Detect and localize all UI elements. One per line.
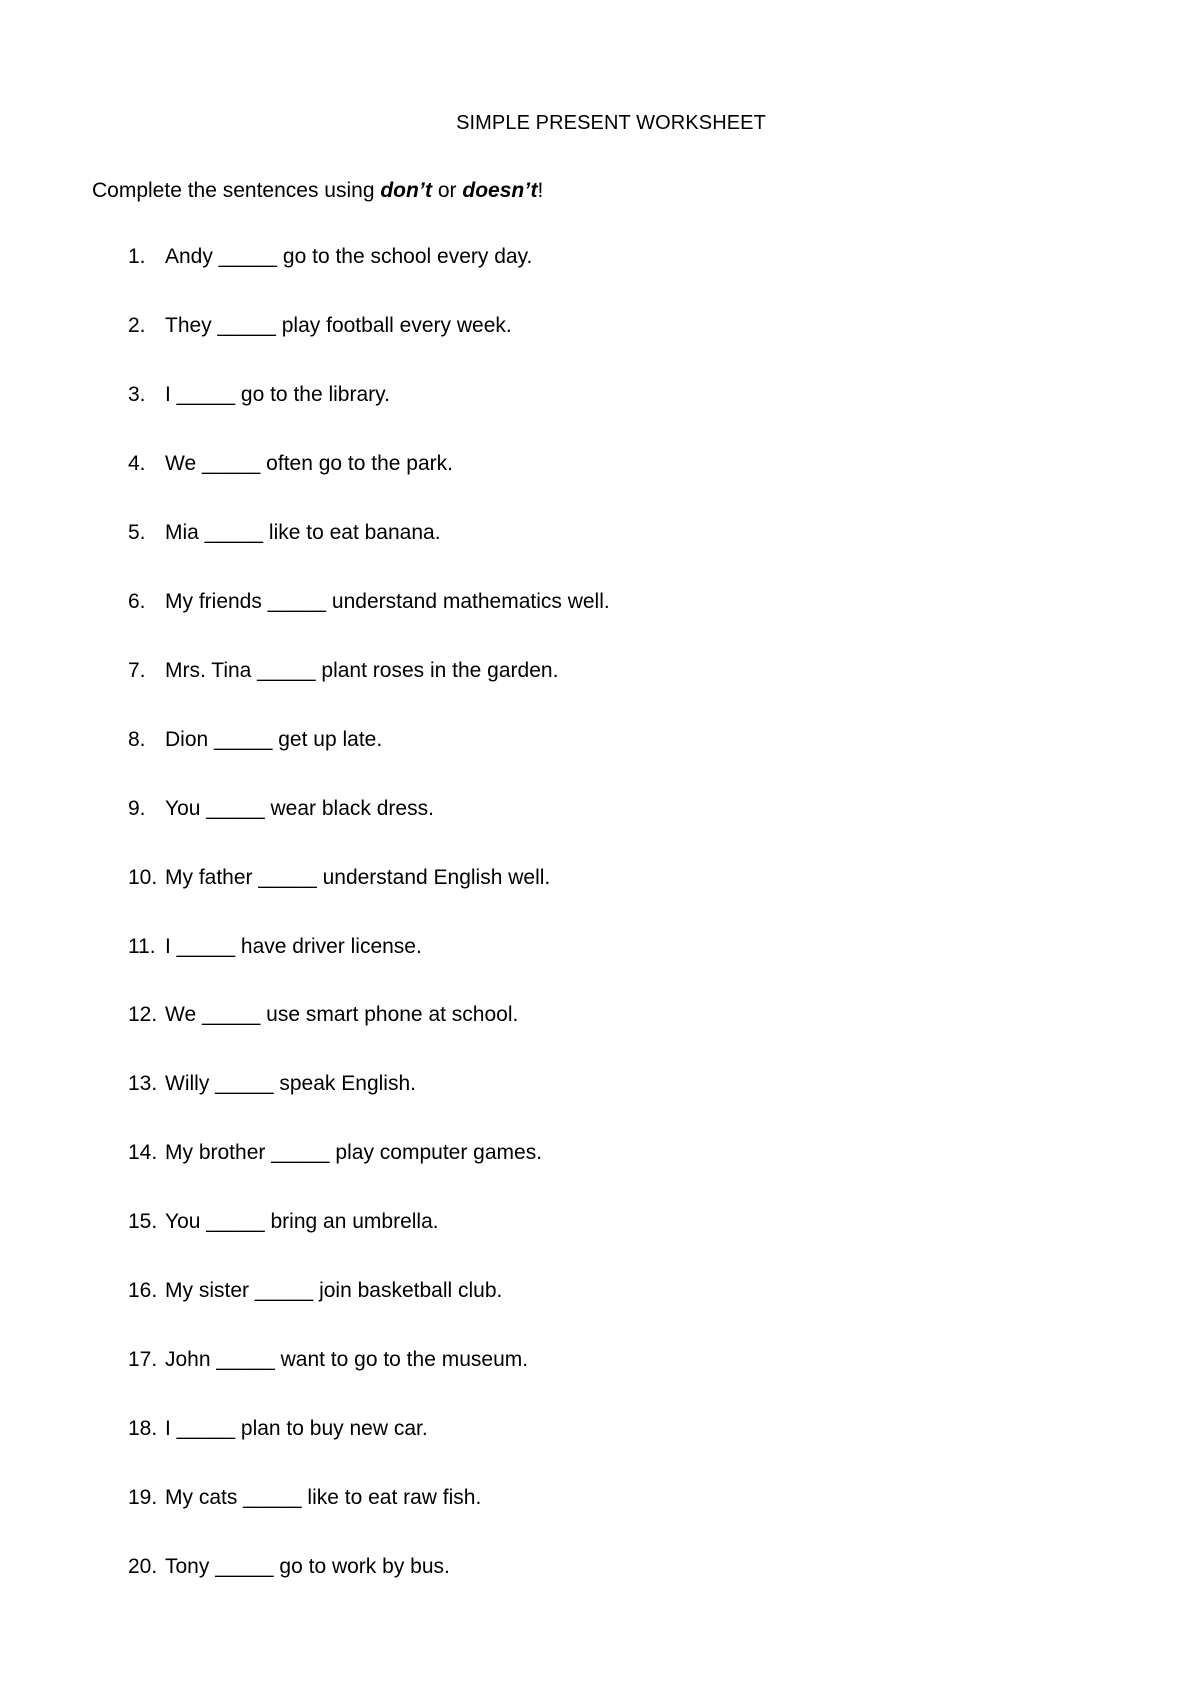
exercise-item <box>128 243 532 271</box>
exercise-number: 18. <box>128 1417 158 1440</box>
exercise-number: 19. <box>128 1486 158 1509</box>
exercise-number: 20. <box>128 1555 158 1578</box>
exercise-sentence: I _____ go to the library. <box>165 383 390 406</box>
exercise-number: 8. <box>128 728 146 751</box>
exercise-number: 11. <box>128 935 156 958</box>
exercise-sentence: You _____ wear black dress. <box>165 797 434 820</box>
exercise-sentence: My sister _____ join basketball club. <box>165 1279 503 1302</box>
exercise-sentence: Andy _____ go to the school every day. <box>165 245 533 268</box>
exercise-sentence: You _____ bring an umbrella. <box>165 1210 439 1233</box>
exercise-number: 17. <box>128 1348 158 1371</box>
instruction-suffix: ! <box>537 179 544 202</box>
exercise-number: 6. <box>128 590 146 613</box>
exercise-item <box>128 312 512 340</box>
exercise-number: 2. <box>128 314 146 337</box>
instruction-middle: or <box>432 179 463 202</box>
exercise-number: 1. <box>128 245 146 268</box>
exercise-item <box>128 933 422 961</box>
exercise-sentence: My father _____ understand English well. <box>165 866 551 889</box>
exercise-sentence: My friends _____ understand mathematics well. <box>165 590 610 613</box>
exercise-number: 4. <box>128 452 146 475</box>
exercise-item <box>128 1139 542 1167</box>
exercise-item <box>128 1208 439 1236</box>
exercise-sentence: Mia _____ like to eat banana. <box>165 521 441 544</box>
exercise-number: 14. <box>128 1141 158 1164</box>
exercise-number: 9. <box>128 797 146 820</box>
exercise-item <box>128 519 441 547</box>
exercise-sentence: My cats _____ like to eat raw fish. <box>165 1486 482 1509</box>
exercise-number: 3. <box>128 383 146 406</box>
exercise-item <box>128 864 550 892</box>
exercise-item <box>128 1553 450 1581</box>
exercise-item <box>128 588 610 616</box>
exercise-sentence: Mrs. Tina _____ plant roses in the garden. <box>165 659 559 682</box>
exercise-item <box>128 1001 518 1029</box>
exercise-sentence: Willy _____ speak English. <box>165 1072 416 1095</box>
exercise-sentence: John _____ want to go to the museum. <box>165 1348 529 1371</box>
exercise-sentence: They _____ play football every week. <box>165 314 512 337</box>
exercise-number: 5. <box>128 521 146 544</box>
exercise-sentence: We _____ use smart phone at school. <box>165 1003 519 1026</box>
exercise-item <box>128 657 558 685</box>
instruction-keyword-dont: don’t <box>380 179 433 202</box>
exercise-item <box>128 1070 416 1098</box>
exercise-number: 10. <box>128 866 158 889</box>
exercise-number: 12. <box>128 1003 158 1026</box>
exercise-sentence: I _____ plan to buy new car. <box>165 1417 428 1440</box>
exercise-number: 16. <box>128 1279 158 1302</box>
exercise-number: 15. <box>128 1210 158 1233</box>
instruction-prefix: Complete the sentences using <box>92 179 381 202</box>
exercise-sentence: Tony _____ go to work by bus. <box>165 1555 450 1578</box>
exercise-number: 13. <box>128 1072 158 1095</box>
exercise-sentence: Dion _____ get up late. <box>165 728 383 751</box>
exercise-sentence: I _____ have driver license. <box>165 935 422 958</box>
exercise-item <box>128 381 390 409</box>
exercise-item <box>128 1346 528 1374</box>
exercise-item <box>128 1484 481 1512</box>
exercise-sentence: My brother _____ play computer games. <box>165 1141 543 1164</box>
exercise-item <box>128 1415 428 1443</box>
exercise-item <box>128 795 434 823</box>
exercise-item <box>128 726 382 754</box>
instruction-keyword-doesnt: doesn’t <box>462 179 538 202</box>
exercise-item <box>128 450 453 478</box>
exercise-item <box>128 1277 502 1305</box>
worksheet-title: SIMPLE PRESENT WORKSHEET <box>456 112 766 134</box>
exercise-sentence: We _____ often go to the park. <box>165 452 453 475</box>
exercise-number: 7. <box>128 659 146 682</box>
